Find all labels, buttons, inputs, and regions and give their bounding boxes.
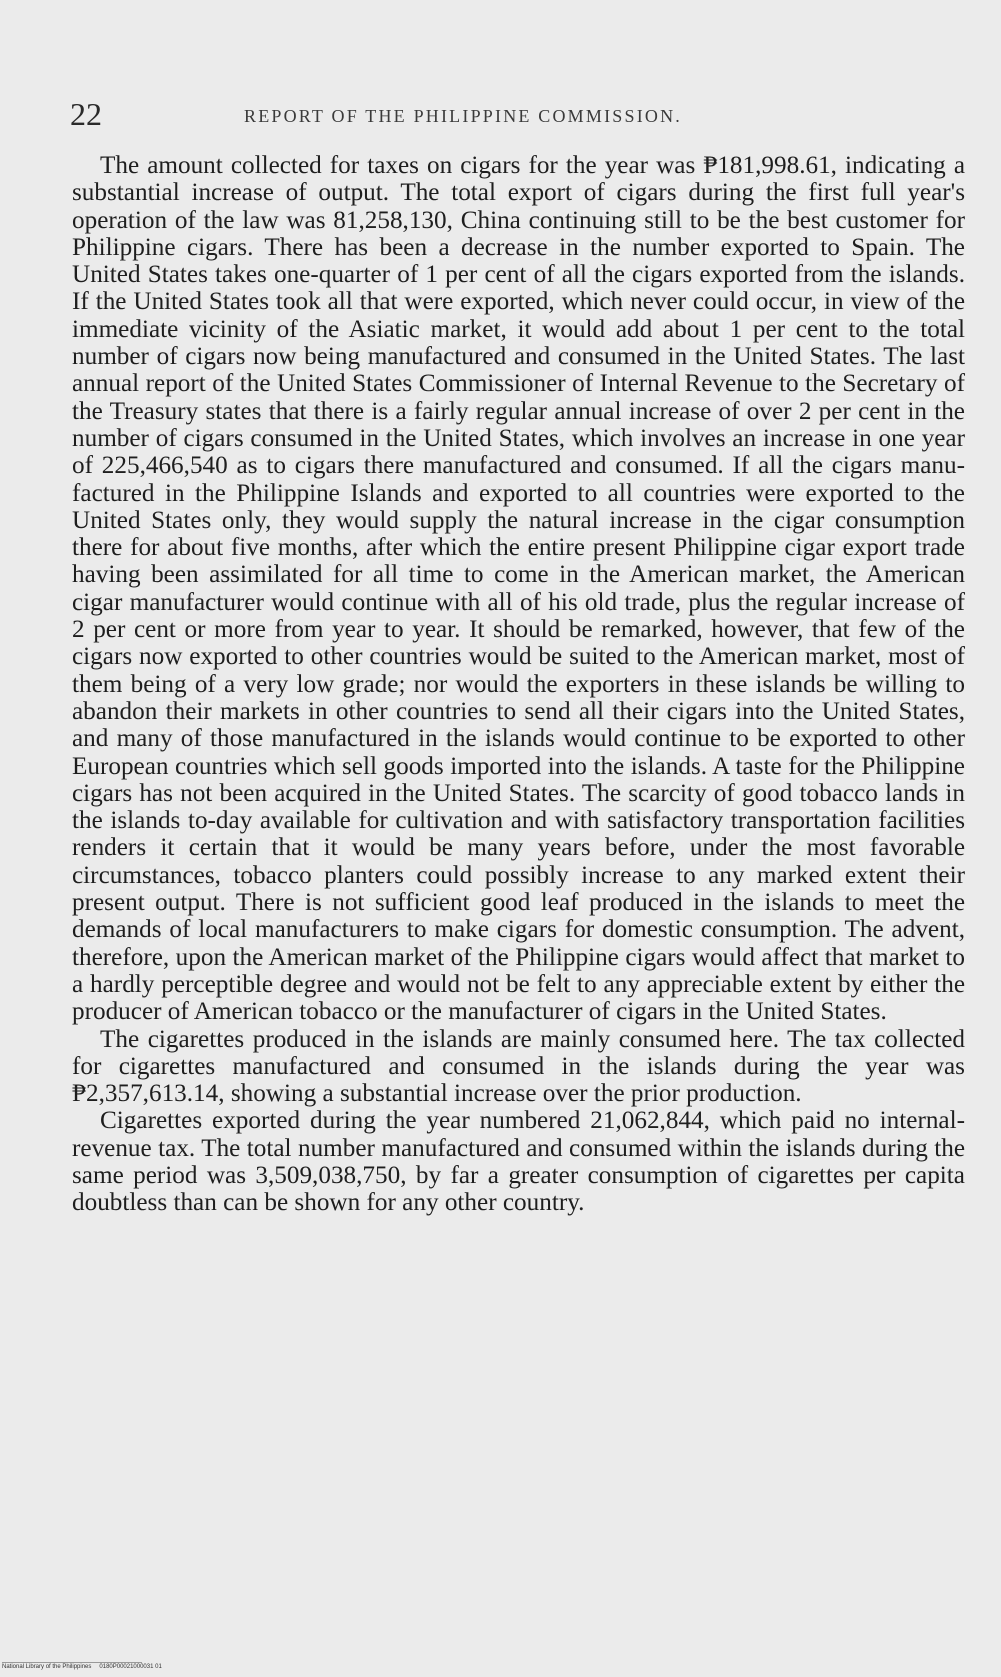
footer-rule	[2, 1662, 142, 1663]
paragraph-cigars: The amount collected for taxes on cigars for the year was ₱181,998.61, indicating a substantial increase of output. The total export of cigars during the first full year's operation of the law was 81,258,130, China continuing still to be the best customer for Philippine cigars. There has been a decrease in the number exported to Spain. The United States takes one-quarter of 1 per cent of all the cigars exported from the islands. If the United States took all that were exported, which never could occur, in view of the immediate vicinity of the Asiatic market, it would add about 1 per cent to the total number of cigars now being manufactured and consumed in the United States. The last annual report of the United States Commissioner of Internal Revenue to the Secretary of the Treasury states that there is a fairly regular annual increase of over 2 per cent in the number of cigars consumed in the United States, which involves an increase in one year of 225,466,540 as to cigars there manufactured and consumed. If all the cigars manufactured in the Philippine Islands and exported to all countries were exported to the United States only, they would supply the natural increase in the cigar consumption there for about five months, after which the entire present Philippine cigar export trade having been assimilated for all time to come in the American market, the American cigar manufacturer would continue with all of his old trade, plus the regular increase of 2 per cent or more from year to year. It should be remarked, however, that few of the cigars now exported to other countries would be suited to the American market, most of them being of a very low grade; nor would the exporters in these islands be willing to abandon their markets in other countries to send all their cigars into the United States, and many of those manufactured in the islands would continue to be exported to other European countries which sell goods imported into the islands. A taste for the Philippine cigars has not been acquired in the United States. The scarcity of good tobacco lands in the islands to-day available for cultivation and with satisfactory transportation facilities renders it certain that it would be many years before, under the most favorable circumstances, tobacco planters could possibly increase to any marked extent their present output. There is not sufficient good leaf produced in the islands to meet the demands of local manufacturers to make cigars for domestic consumption. The advent, therefore, upon the American market of the Philippine cigars would affect that market to a hardly perceptible degree and would not be felt to any appreciable extent by either the producer of American tobacco or the manufacturer of cigars in the United States.	[72, 152, 965, 1026]
page-header	[70, 96, 970, 136]
page-number: 22	[70, 96, 102, 132]
library-credit: National Library of the Philippines	[2, 1664, 92, 1670]
body-text	[72, 152, 965, 1217]
running-title: REPORT OF THE PHILIPPINE COMMISSION.	[244, 106, 683, 126]
scan-footer	[2, 1664, 162, 1670]
paragraph-cigarettes-export: Cigarettes exported during the year numbered 21,062,844, which paid no internal-revenue tax. The total number manufactured and consumed within the islands during the same period was 3,509,038,750, by far a greater consumption of cigarettes per capita doubtless than can be shown for any other country.	[72, 1107, 965, 1217]
scan-identifier: 0180P00021000031 01	[99, 1664, 162, 1670]
paragraph-cigarettes-tax: The cigarettes produced in the islands are mainly consumed here. The tax collected for cigarettes manufactured and consumed in the islands during the year was ₱2,357,613.14, showing a substantial increase over the prior production.	[72, 1025, 965, 1108]
